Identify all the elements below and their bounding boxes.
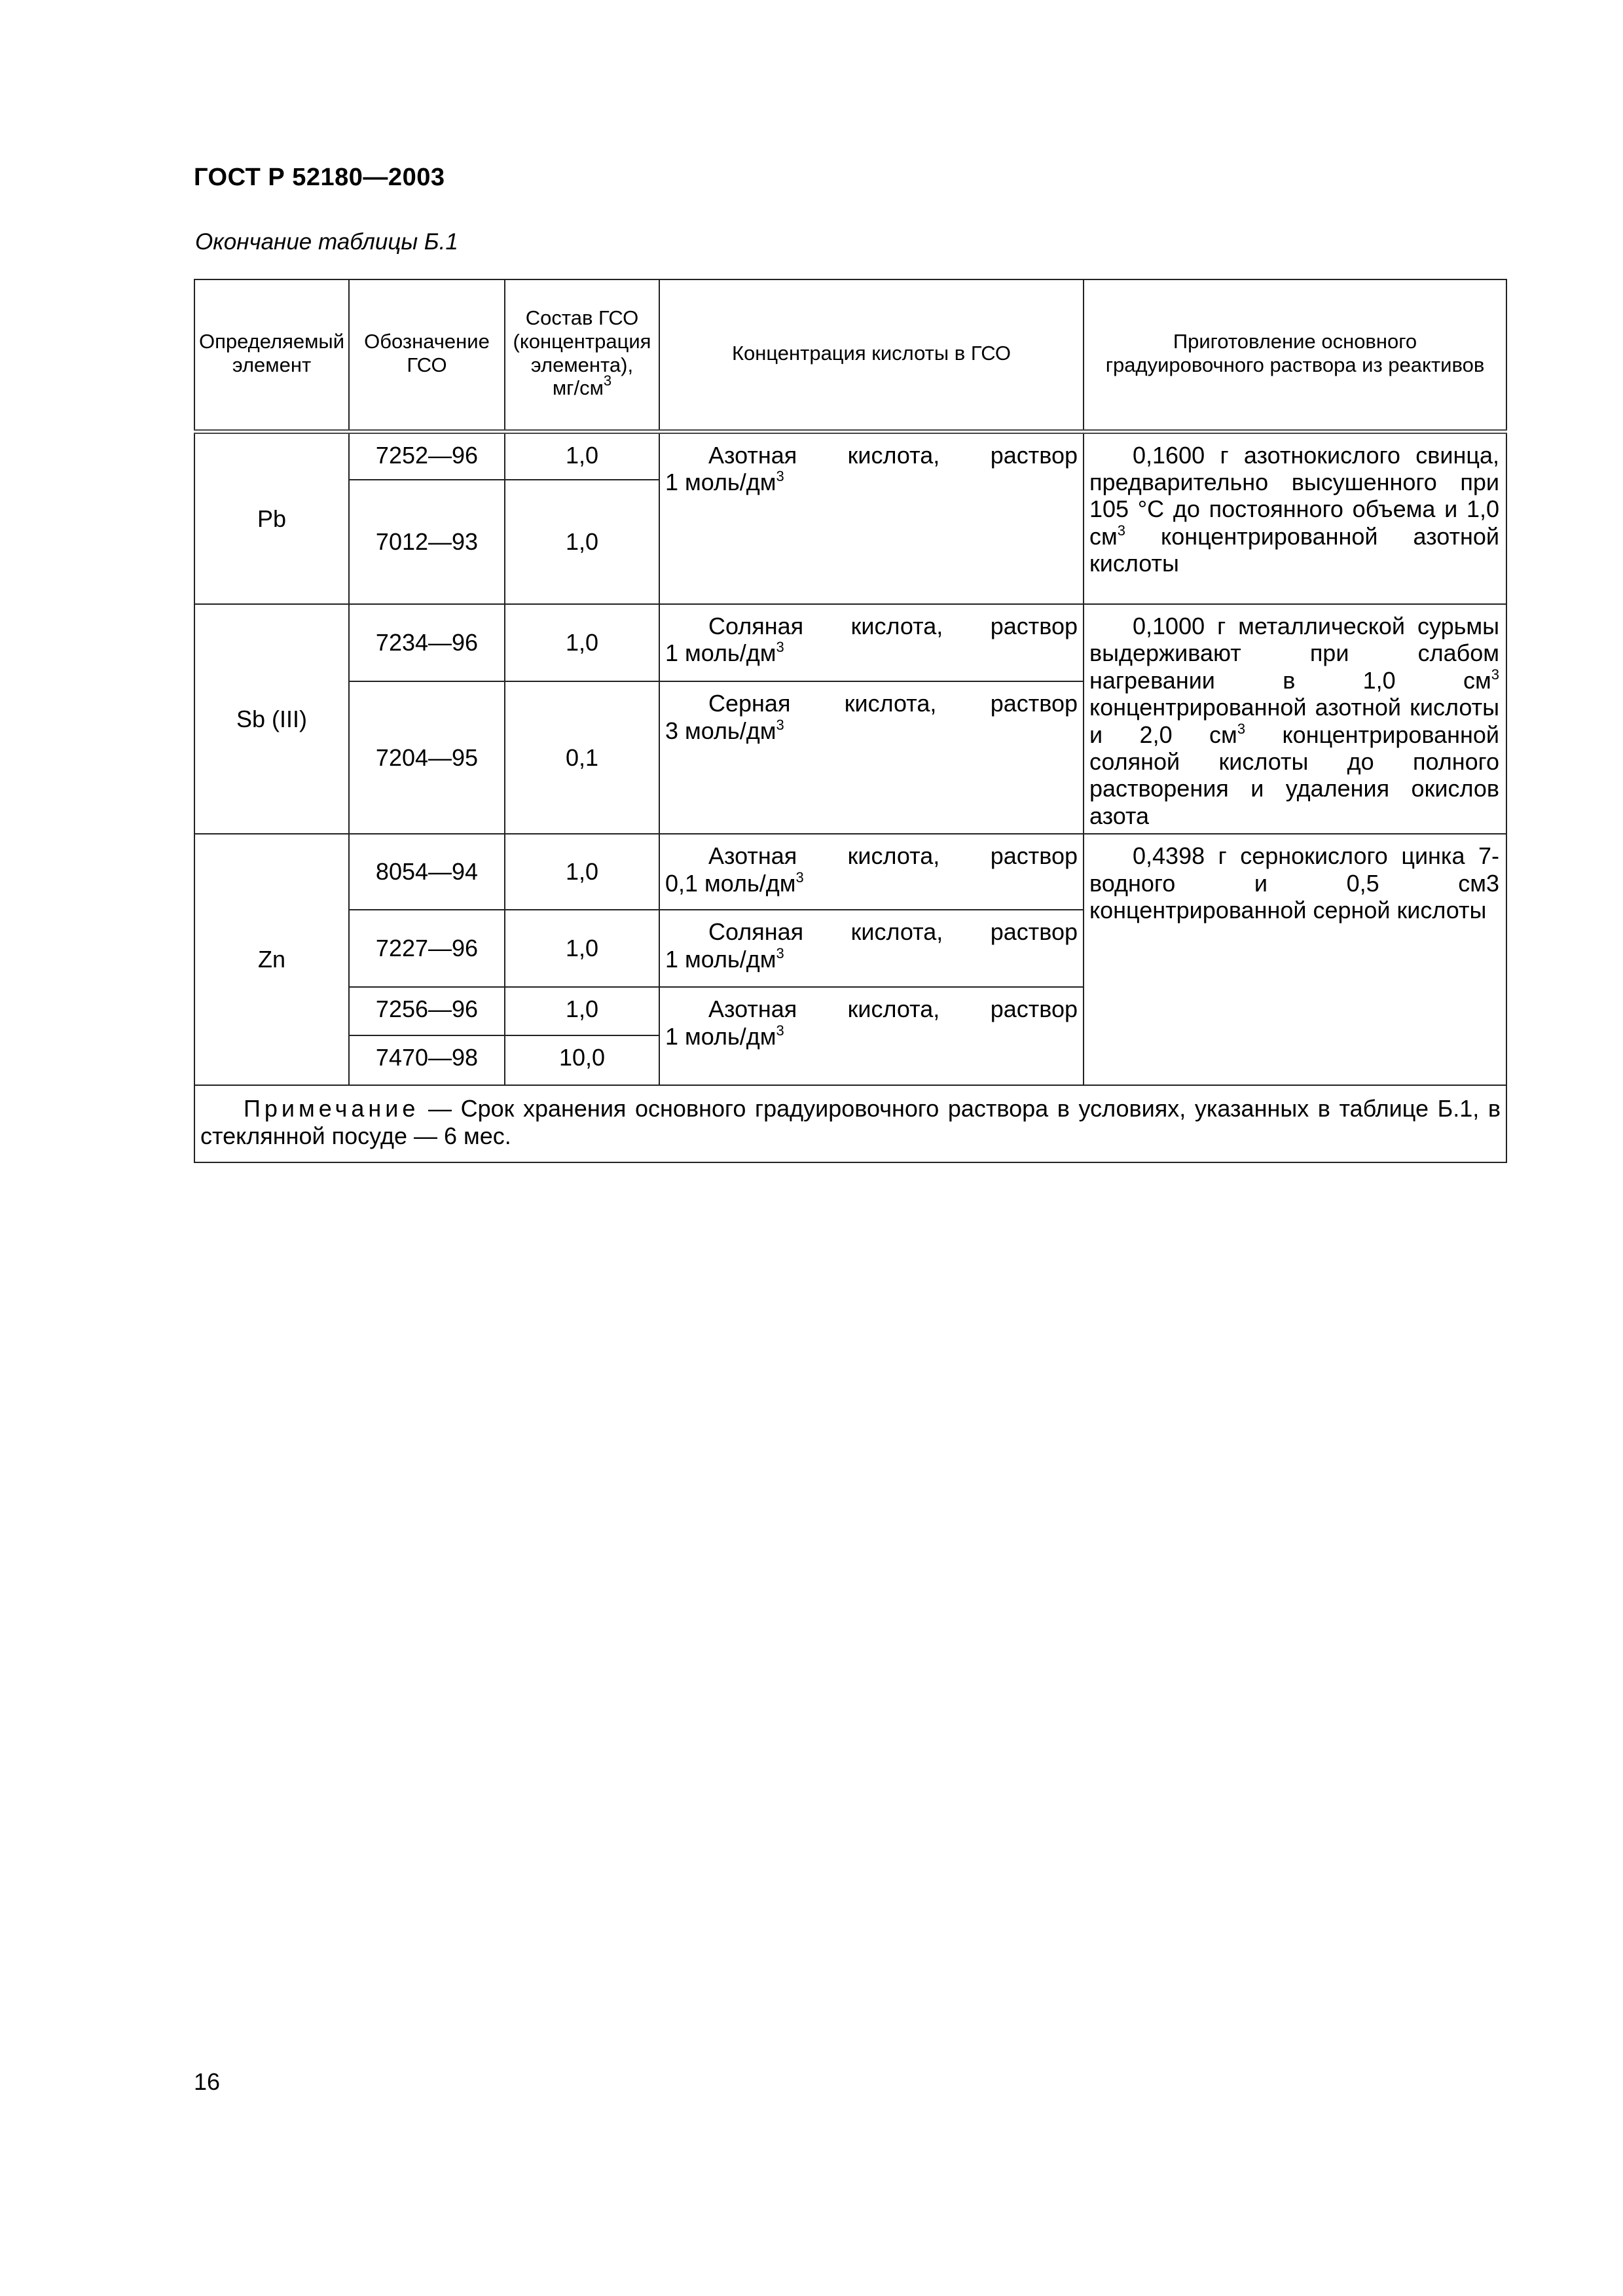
preparation-cell: 0,4398 г сернокислого цинка 7-водного и 0,5 см3 концентрированной серной кислоты <box>1084 834 1506 1085</box>
acid-cell: Азотная кислота, раствор 1 моль/$дм^3$ <box>659 987 1084 1085</box>
table-note <box>194 1085 1506 1162</box>
gso-cell: 7252—96 <box>349 431 505 480</box>
value-cell: 1,0 <box>505 604 659 681</box>
gso-cell: 7234—96 <box>349 604 505 681</box>
preparation-cell: 0,1000 г металлической сурьмы выдерживают при слабом нагревании в 1,0 $см^3$ концентрированной азотной кислоты и 2,0 $см^3$ концентрированной соляной кислоты до полного растворения и удаления окислов азота <box>1084 604 1506 834</box>
acid-cell: Серная кислота, раствор 3 моль/$дм^3$ <box>659 681 1084 834</box>
header-composition: Состав ГСО (концентрация элемента), $мг/см^3$ <box>505 279 659 431</box>
table-header-row <box>194 279 1506 431</box>
acid-cell: Азотная кислота, раствор 0,1 моль/$дм^3$ <box>659 834 1084 910</box>
page-number: 16 <box>194 2068 221 2095</box>
header-acid: Концентрация кислоты в ГСО <box>659 279 1084 431</box>
table-row <box>194 834 1506 910</box>
preparation-cell: 0,1600 г азотнокислого свинца, предварительно высушенного при 105 °С до постоянного объема и 1,0 $см^3$ концентрированной азотной кислоты <box>1084 431 1506 604</box>
value-cell: 1,0 <box>505 910 659 987</box>
value-cell: 1,0 <box>505 480 659 604</box>
header-element: Определяемый элемент <box>194 279 349 431</box>
acid-cell: Азотная кислота, раствор 1 моль/$дм^3$ <box>659 431 1084 604</box>
value-cell: 10,0 <box>505 1035 659 1085</box>
gso-cell: 8054—94 <box>349 834 505 910</box>
element-cell: Zn <box>194 834 349 1085</box>
gso-cell: 7012—93 <box>349 480 505 604</box>
value-cell: 0,1 <box>505 681 659 834</box>
header-preparation: Приготовление основного градуировочного раствора из реактивов <box>1084 279 1506 431</box>
gso-cell: 7227—96 <box>349 910 505 987</box>
acid-cell: Соляная кислота, раствор 1 моль/$дм^3$ <box>659 910 1084 987</box>
table-row <box>194 604 1506 681</box>
gso-cell: 7470—98 <box>349 1035 505 1085</box>
gso-cell: 7204—95 <box>349 681 505 834</box>
element-cell: Pb <box>194 431 349 604</box>
document-header: ГОСТ Р 52180—2003 <box>194 164 445 191</box>
note-text: — Срок хранения основного градуировочного раствора в условиях, указанных в таблице Б.1, в стеклянной посуде — 6 мес. <box>200 1095 1501 1149</box>
table-caption: Окончание таблицы Б.1 <box>195 229 458 255</box>
gso-cell: 7256—96 <box>349 987 505 1035</box>
element-cell: Sb (III) <box>194 604 349 834</box>
note-label: Примечание <box>244 1095 420 1122</box>
acid-cell: Соляная кислота, раствор 1 моль/$дм^3$ <box>659 604 1084 681</box>
note-row <box>194 1085 1506 1162</box>
value-cell: 1,0 <box>505 431 659 480</box>
value-cell: 1,0 <box>505 834 659 910</box>
reference-table <box>194 279 1507 1163</box>
table-row <box>194 431 1506 480</box>
header-gso: Обозначение ГСО <box>349 279 505 431</box>
value-cell: 1,0 <box>505 987 659 1035</box>
